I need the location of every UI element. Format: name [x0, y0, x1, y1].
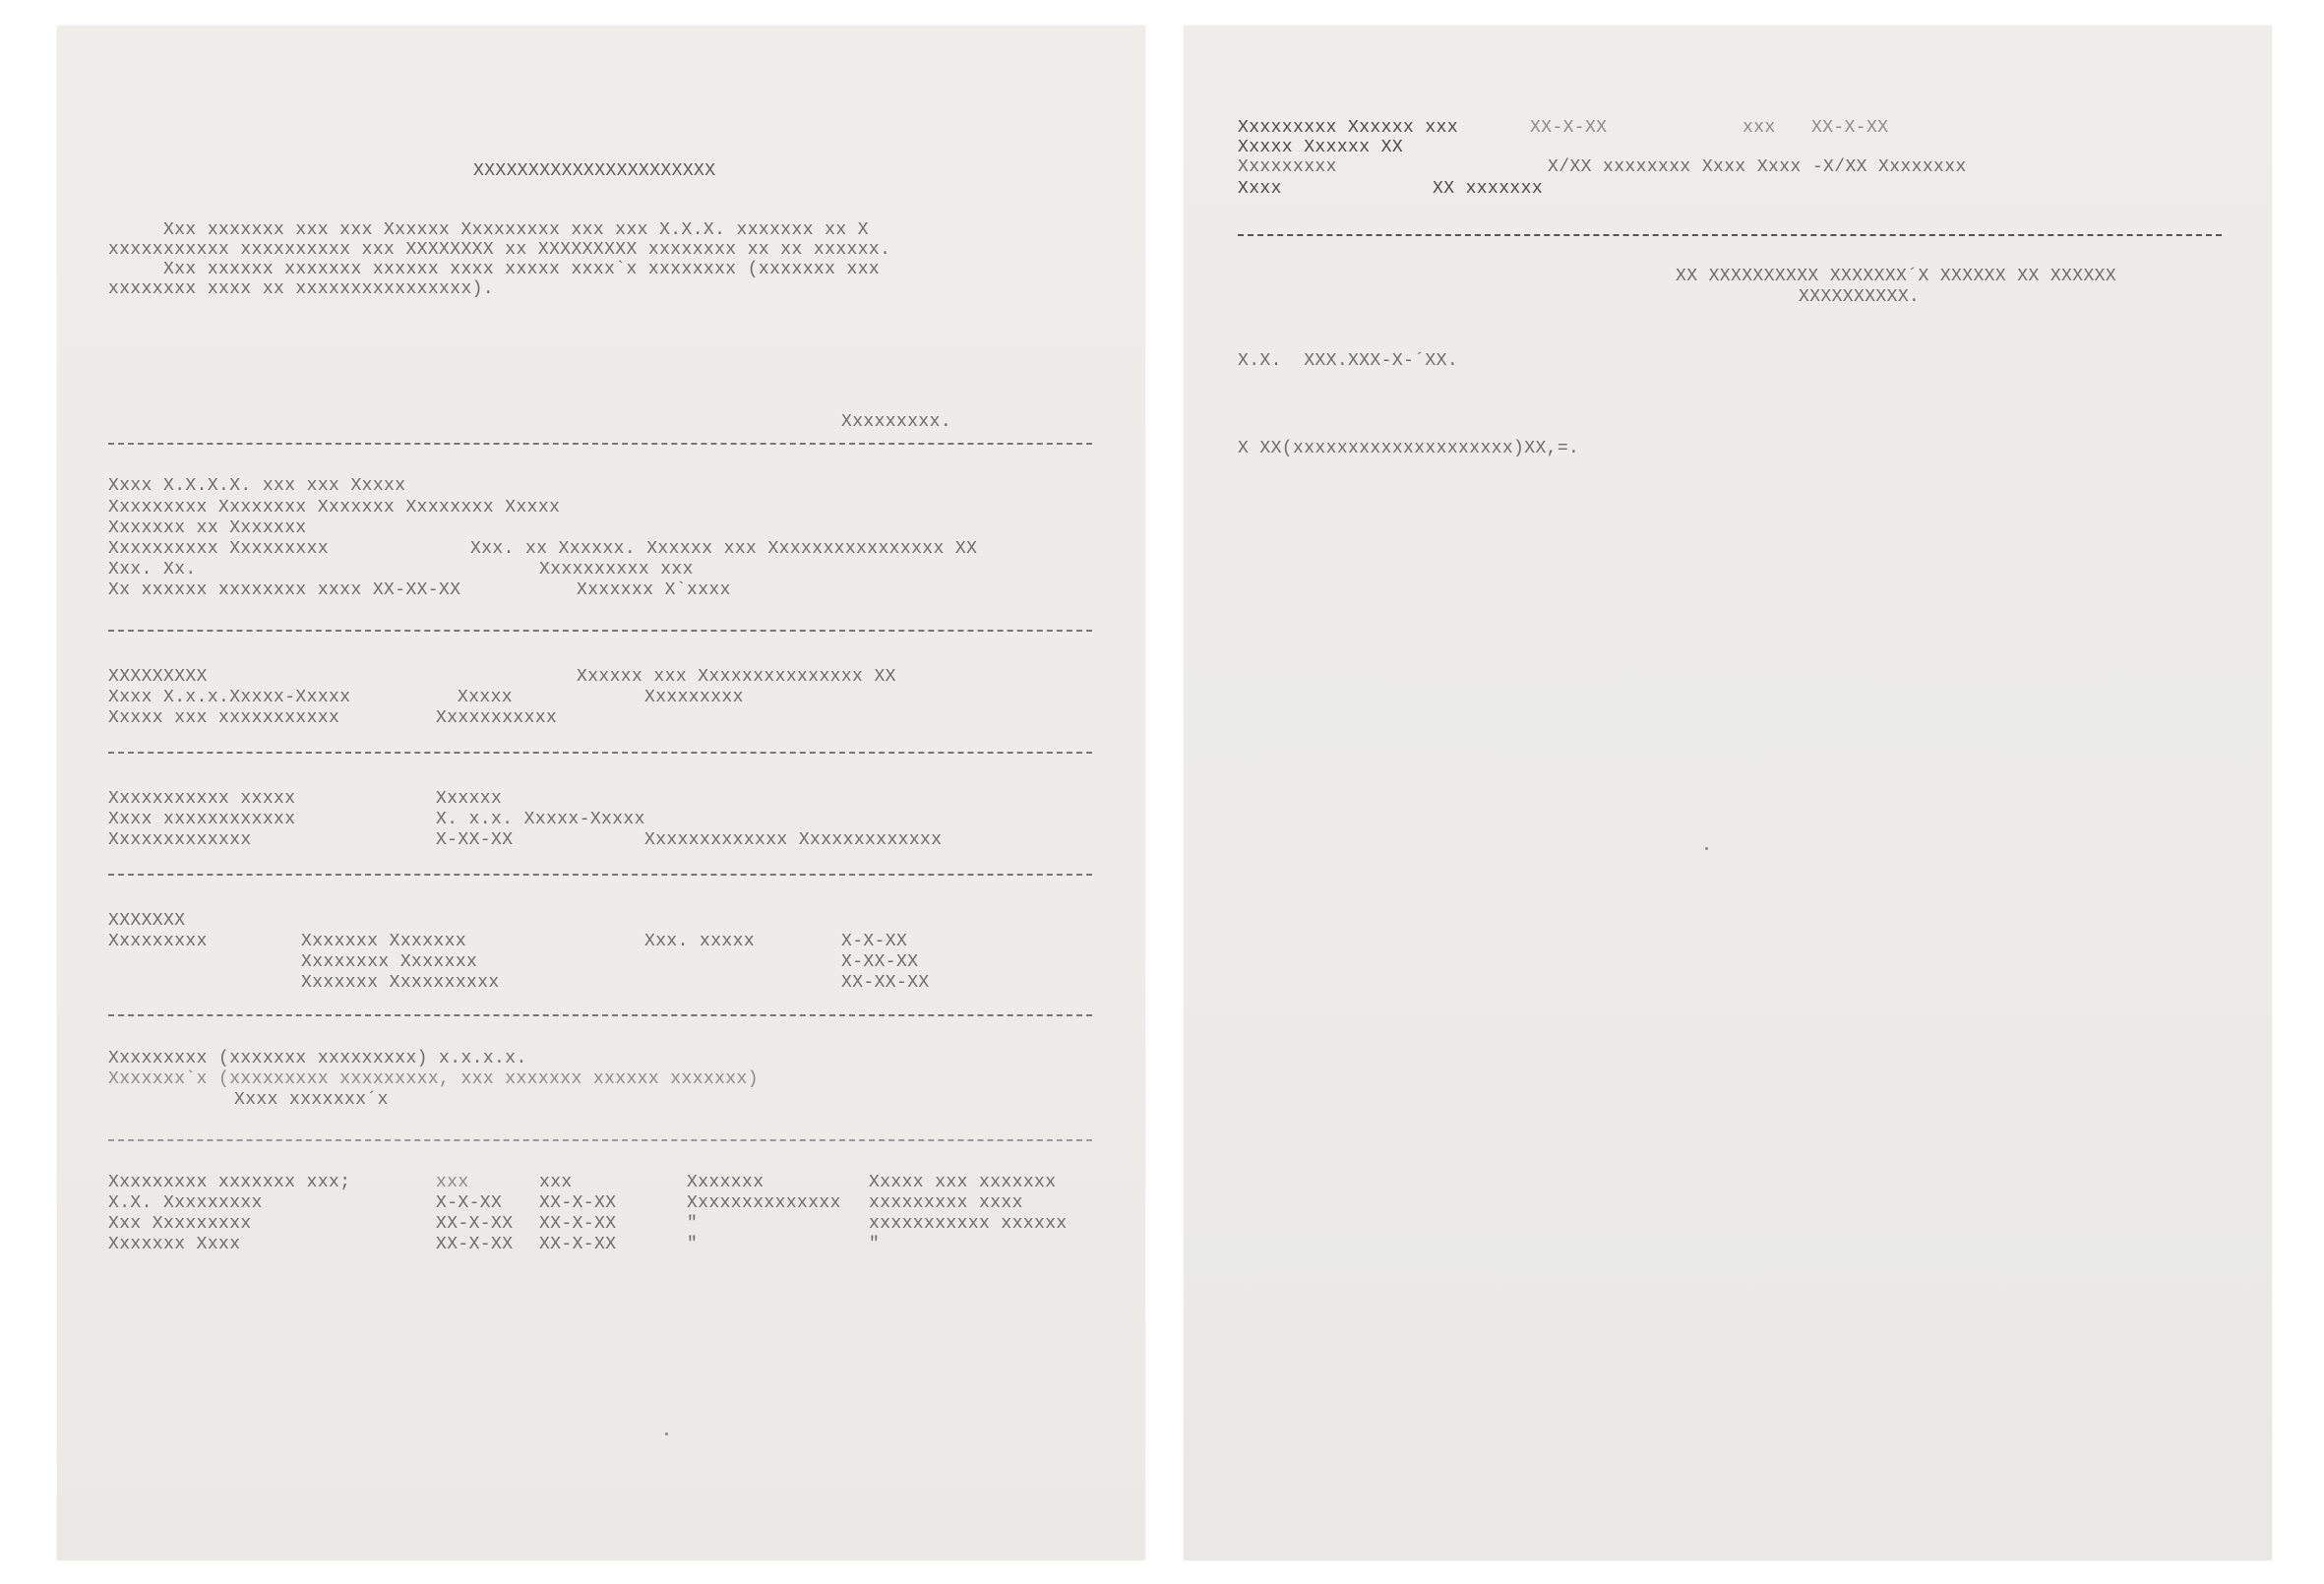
header-line-4b: XX xxxxxxx	[1433, 179, 1544, 199]
paper-speck	[665, 1432, 668, 1435]
table-row-4-col-2: XX-X-XX	[436, 1235, 514, 1254]
header-line-2: Xxxxx Xxxxxx XX	[1238, 138, 1404, 157]
section2-line-3a: Xxxxx xxx xxxxxxxxxxx	[108, 708, 340, 728]
section5-line-1: Xxxxxxxxx (xxxxxxx xxxxxxxxx) x.x.x.x.	[108, 1049, 527, 1068]
divider	[1238, 234, 2222, 236]
section2-line-1a: XXXXXXXXX	[108, 667, 208, 687]
divider	[108, 1014, 1092, 1016]
section2-line-2b: Xxxxx	[458, 688, 514, 707]
section2-line-2a: Xxxx X.x.x.Xxxxx-Xxxxx	[108, 688, 351, 707]
header-line-1b: XX-X-XX	[1530, 118, 1608, 138]
table-row-4-col-5: "	[869, 1235, 881, 1254]
table-row-3-col-2: XX-X-XX	[436, 1214, 514, 1234]
section5-line-3: Xxxx xxxxxxx´x	[234, 1090, 389, 1110]
note-line-1: XX XXXXXXXXXX XXXXXXX´X XXXXXX XX XXXXXX	[1676, 267, 2117, 286]
section4-line-1: XXXXXXX	[108, 911, 186, 931]
section4-line-2d: X-X-XX	[841, 932, 908, 951]
header-line-1c: xxx	[1743, 118, 1776, 138]
section3-line-3a: Xxxxxxxxxxxxx	[108, 830, 252, 850]
divider	[108, 1139, 1092, 1141]
table-row-2-col-3: XX-X-XX	[539, 1193, 617, 1213]
section1-line-2: Xxxxxxxxx Xxxxxxxx Xxxxxxx Xxxxxxxx Xxxxx	[108, 498, 561, 518]
intro-line-3: Xxx xxxxxx xxxxxxx xxxxxx xxxx xxxxx xxxx`x xxxxxxxx (xxxxxxx xxx	[108, 260, 881, 279]
divider	[108, 630, 1092, 632]
section3-line-3b: X-XX-XX	[436, 830, 514, 850]
header-line-3b: X/XX xxxxxxxx Xxxx Xxxx -X/XX Xxxxxxxx	[1548, 157, 1967, 177]
section4-line-2b: Xxxxxxx Xxxxxxx	[301, 932, 467, 951]
section1-line-1: Xxxx X.X.X.X. xxx xxx Xxxxx	[108, 476, 406, 496]
table-row-1-col-5: Xxxxx xxx xxxxxxx	[869, 1173, 1057, 1192]
left-page	[57, 26, 1145, 1560]
note-line-2: XXXXXXXXXX.	[1799, 287, 1921, 307]
table-row-4-col-1: Xxxxxxx Xxxx	[108, 1235, 241, 1254]
paper-speck	[1705, 847, 1708, 850]
table-row-2-col-2: X-X-XX	[436, 1193, 503, 1213]
section2-line-3b: Xxxxxxxxxxx	[436, 708, 558, 728]
table-row-2-col-1: X.X. Xxxxxxxxx	[108, 1193, 263, 1213]
section1-line-5b: Xxxxxxxxxx xxx	[539, 560, 694, 579]
section1-line-4a: Xxxxxxxxxx Xxxxxxxxx	[108, 539, 330, 559]
code-line: X XX(xxxxxxxxxxxxxxxxxxxx)XX,=.	[1238, 439, 1580, 458]
intro-line-2: xxxxxxxxxxx xxxxxxxxxx xxx XXXXXXXX xx XXXXXXXXX xxxxxxxx xx xx xxxxxx.	[108, 240, 891, 260]
table-row-4-col-4: "	[687, 1235, 699, 1254]
table-row-3-col-1: Xxx Xxxxxxxxx	[108, 1214, 252, 1234]
section3-line-1a: Xxxxxxxxxxx xxxxx	[108, 789, 296, 809]
table-row-1-col-3: xxx	[539, 1173, 573, 1192]
section4-line-4d: XX-XX-XX	[841, 973, 930, 993]
table-row-3-col-4: "	[687, 1214, 699, 1234]
table-row-1-col-1: Xxxxxxxxx xxxxxxx xxx;	[108, 1173, 351, 1192]
section3-line-1b: Xxxxxx	[436, 789, 503, 809]
header-line-1a: Xxxxxxxxx Xxxxxx xxx	[1238, 118, 1459, 138]
intro-line-4: xxxxxxxx xxxx xx xxxxxxxxxxxxxxxx).	[108, 279, 495, 299]
header-line-1d: XX-X-XX	[1811, 118, 1889, 138]
reference-line: X.X. XXX.XXX-X-´XX.	[1238, 351, 1459, 371]
section1-line-3: Xxxxxxx xx Xxxxxxx	[108, 518, 307, 538]
section1-line-6a: Xx xxxxxx xxxxxxxx xxxx XX-XX-XX	[108, 580, 461, 600]
section4-line-3d: X-XX-XX	[841, 952, 919, 972]
section1-line-5a: Xxx. Xx.	[108, 560, 197, 579]
header-line-3a: Xxxxxxxxx	[1238, 157, 1337, 177]
document-title: XXXXXXXXXXXXXXXXXXXXXX	[473, 161, 716, 181]
section5-line-2: Xxxxxxx`x (xxxxxxxxx xxxxxxxxx, xxx xxxxxxx xxxxxx xxxxxxx)	[108, 1069, 759, 1089]
section4-line-4b: Xxxxxxx Xxxxxxxxxx	[301, 973, 500, 993]
right-page	[1184, 26, 2272, 1560]
divider	[108, 752, 1092, 754]
section1-line-4b: Xxx. xx Xxxxxx. Xxxxxx xxx Xxxxxxxxxxxxxxxx XX	[470, 539, 978, 559]
section3-line-2b: X. x.x. Xxxxx-Xxxxx	[436, 810, 645, 829]
section1-line-6b: Xxxxxxx X`xxxx	[577, 580, 731, 600]
section2-line-1b: Xxxxxx xxx Xxxxxxxxxxxxxxx XX	[577, 667, 896, 687]
intro-line-1: Xxx xxxxxxx xxx xxx Xxxxxx Xxxxxxxxx xxx xxx X.X.X. xxxxxxx xx X	[108, 220, 869, 240]
section3-line-2a: Xxxx xxxxxxxxxxxx	[108, 810, 296, 829]
section4-line-3b: Xxxxxxxx Xxxxxxx	[301, 952, 478, 972]
table-row-4-col-3: XX-X-XX	[539, 1235, 617, 1254]
divider	[108, 874, 1092, 876]
table-row-1-col-2: xxx	[436, 1173, 469, 1192]
section4-line-2a: Xxxxxxxxx	[108, 932, 208, 951]
table-row-2-col-5: xxxxxxxxx xxxx	[869, 1193, 1023, 1213]
table-row-1-col-4: Xxxxxxx	[687, 1173, 764, 1192]
section4-line-2c: Xxx. xxxxx	[644, 932, 756, 951]
table-row-3-col-3: XX-X-XX	[539, 1214, 617, 1234]
table-row-3-col-5: xxxxxxxxxxx xxxxxx	[869, 1214, 1068, 1234]
header-line-4a: Xxxx	[1238, 179, 1282, 199]
section3-line-3c: Xxxxxxxxxxxxx Xxxxxxxxxxxxx	[644, 830, 943, 850]
divider	[108, 443, 1092, 445]
signature-label: Xxxxxxxxx.	[841, 412, 952, 432]
section2-line-2c: Xxxxxxxxx	[644, 688, 744, 707]
table-row-2-col-4: Xxxxxxxxxxxxxx	[687, 1193, 841, 1213]
